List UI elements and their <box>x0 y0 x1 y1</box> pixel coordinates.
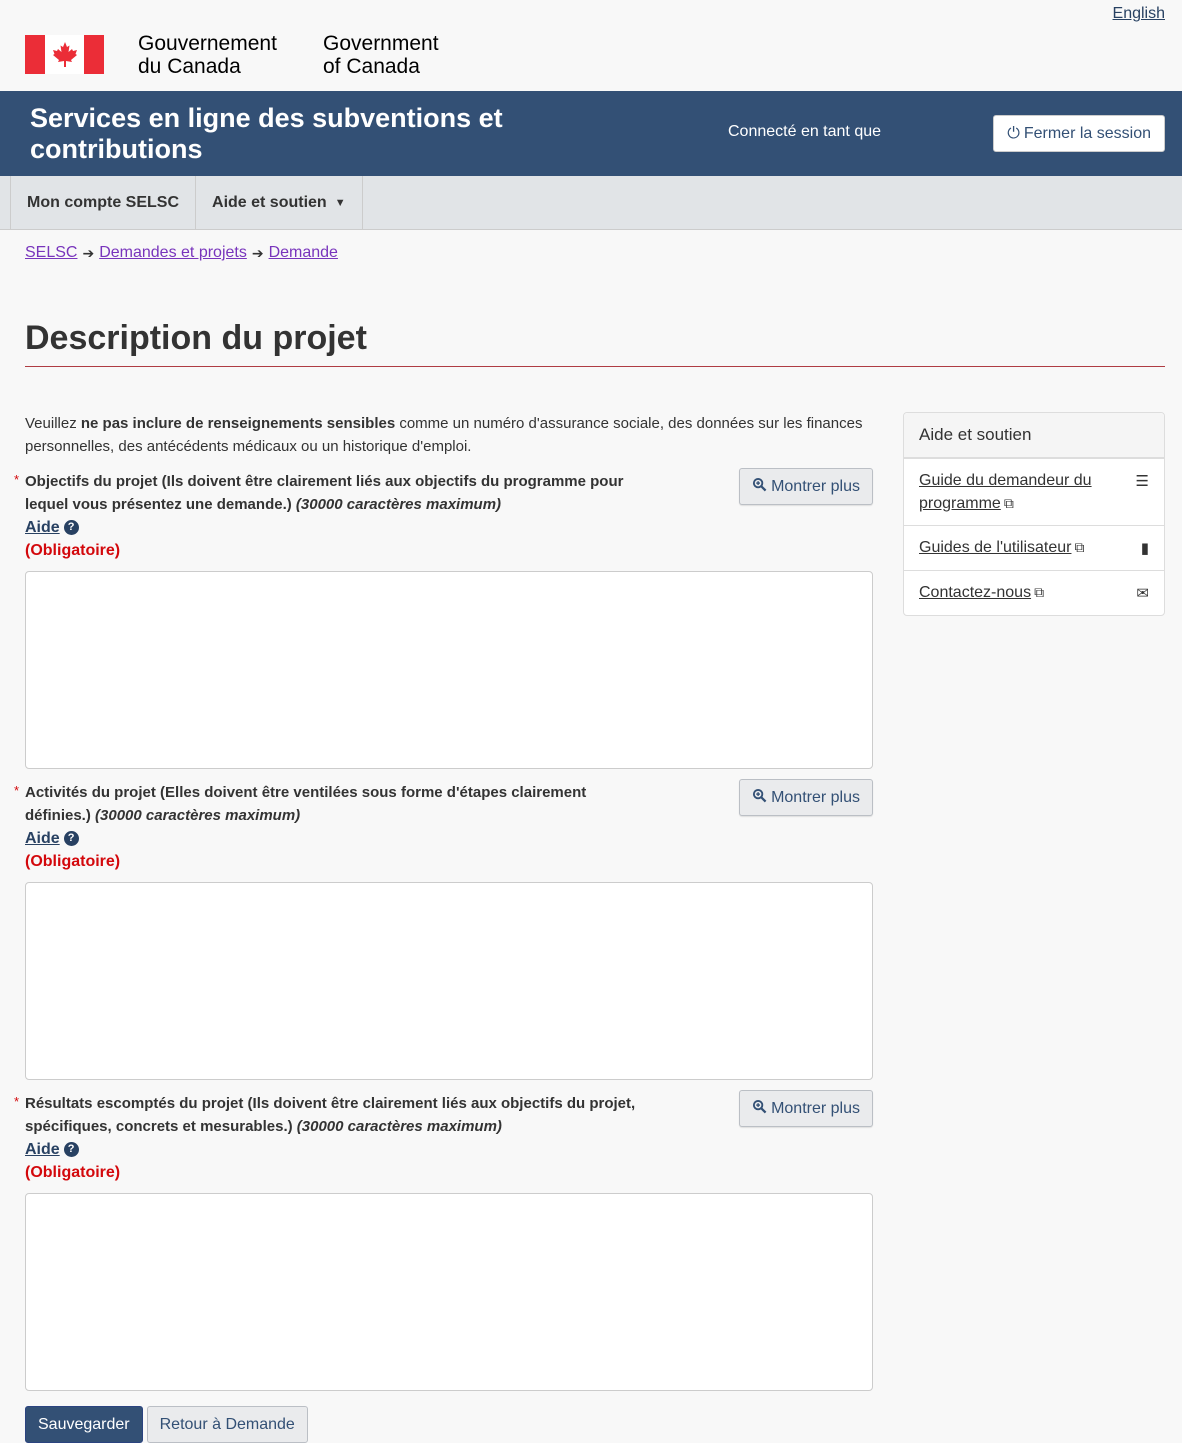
list-icon: ☰ <box>1135 473 1149 490</box>
app-header <box>0 91 1182 176</box>
main-menu <box>0 176 1182 230</box>
field-max-chars: (30000 caractères maximum) <box>295 496 502 513</box>
intro-before: Veuillez <box>25 415 81 432</box>
book-icon: ▮ <box>1140 540 1149 557</box>
user-guides-link[interactable] <box>919 536 1084 559</box>
page-content <box>0 318 1182 1433</box>
envelope-icon: ✉ <box>1136 585 1149 602</box>
logout-label: Fermer la session <box>1023 124 1151 142</box>
maple-leaf-icon <box>50 40 80 70</box>
user-guides-label: Guides de l'utilisateur <box>919 539 1072 556</box>
breadcrumb-link-request[interactable]: Demande <box>268 244 338 261</box>
help-link-label: Aide <box>25 830 60 847</box>
save-button[interactable]: Sauvegarder <box>25 1406 143 1443</box>
power-icon: ⏻ <box>1007 124 1020 142</box>
contact-us-link[interactable] <box>919 581 1044 604</box>
show-more-label: Montrer plus <box>771 477 860 495</box>
menu-item-help[interactable] <box>196 176 363 230</box>
side-panel-heading: Aide et soutien <box>904 413 1164 458</box>
side-item-program-guide[interactable] <box>904 458 1164 525</box>
show-more-label: Montrer plus <box>771 1099 860 1117</box>
external-link-icon: ⧉ <box>1003 495 1014 511</box>
gov-wordmark-en <box>323 32 439 78</box>
connected-as-text: Connecté en tant que <box>728 123 882 140</box>
page-title: Description du projet <box>25 318 1165 367</box>
canada-flag-logo <box>25 35 104 74</box>
zoom-in-icon <box>752 1099 767 1119</box>
program-guide-label: Guide du demandeur du programme <box>919 472 1092 512</box>
field-label-text: Résultats escomptés du projet (Ils doivent être clairement liés aux objectifs du projet, spécifiques, concrets et mesurables.) <box>25 1095 636 1135</box>
wordmark-en-line1: Government <box>323 32 439 55</box>
required-label: (Obligatoire) <box>25 1164 121 1181</box>
gov-wordmark-fr <box>138 32 277 78</box>
breadcrumb-link-requests[interactable]: Demandes et projets <box>99 244 247 261</box>
help-link-label: Aide <box>25 1141 60 1158</box>
question-circle-icon: ? <box>64 1142 79 1157</box>
help-link[interactable] <box>25 827 79 850</box>
required-label: (Obligatoire) <box>25 853 121 870</box>
gov-top-bar <box>0 0 1182 91</box>
contact-us-label: Contactez-nous <box>919 584 1032 601</box>
question-circle-icon: ? <box>64 520 79 535</box>
field-label <box>14 470 645 516</box>
form-actions <box>25 1406 873 1443</box>
menu-help-label: Aide et soutien <box>212 194 327 211</box>
required-asterisk: * <box>14 1094 20 1109</box>
show-more-button[interactable] <box>739 1090 873 1127</box>
zoom-in-icon <box>752 788 767 808</box>
help-link[interactable] <box>25 1138 79 1161</box>
breadcrumb <box>0 230 1182 276</box>
chevron-down-icon: ▼ <box>334 197 346 209</box>
logout-button[interactable] <box>993 115 1165 152</box>
menu-item-account[interactable] <box>10 176 196 230</box>
show-more-label: Montrer plus <box>771 788 860 806</box>
help-support-panel <box>903 412 1165 616</box>
intro-bold: ne pas inclure de renseignements sensibles <box>80 415 396 432</box>
field-max-chars: (30000 caractères maximum) <box>296 1118 502 1135</box>
help-link[interactable] <box>25 516 79 539</box>
field-label <box>14 1092 645 1138</box>
external-link-icon: ⧉ <box>1034 584 1045 600</box>
intro-after: comme un numéro d'assurance sociale, des données sur les finances personnelles, des antécédents médicaux ou un historique d'emploi. <box>25 415 863 455</box>
external-link-icon: ⧉ <box>1074 539 1085 555</box>
field-label <box>14 781 645 827</box>
field-label-text: Objectifs du projet (Ils doivent être clairement liés aux objectifs du programme pour lequel vous présentez une demande.) <box>25 473 624 513</box>
show-more-button[interactable] <box>739 779 873 816</box>
menu-account-label: Mon compte SELSC <box>27 194 180 211</box>
field-objectives <box>14 470 873 769</box>
required-label: (Obligatoire) <box>25 542 121 559</box>
back-to-request-button[interactable]: Retour à Demande <box>147 1406 308 1443</box>
arrow-right-icon: ➔ <box>82 244 95 261</box>
question-circle-icon: ? <box>64 831 79 846</box>
wordmark-fr-line2: du Canada <box>138 55 241 78</box>
intro-text <box>25 412 873 458</box>
arrow-right-icon: ➔ <box>251 244 264 261</box>
wordmark-fr-line1: Gouvernement <box>138 32 277 55</box>
form-column <box>14 412 873 1443</box>
objectives-textarea[interactable] <box>25 571 873 769</box>
side-item-user-guides[interactable] <box>904 525 1164 570</box>
expected-results-textarea[interactable] <box>25 1193 873 1391</box>
activities-textarea[interactable] <box>25 882 873 1080</box>
required-asterisk: * <box>14 783 20 798</box>
help-link-label: Aide <box>25 519 60 536</box>
field-expected-results <box>14 1092 873 1391</box>
required-asterisk: * <box>14 472 20 487</box>
field-label-text: Activités du projet (Elles doivent être ventilées sous forme d'étapes clairement définies.) <box>25 784 587 824</box>
side-item-contact[interactable] <box>904 570 1164 615</box>
show-more-button[interactable] <box>739 468 873 505</box>
field-activities <box>14 781 873 1080</box>
breadcrumb-link-selsc[interactable]: SELSC <box>25 244 78 261</box>
wordmark-en-line2: of Canada <box>323 55 420 78</box>
program-guide-link[interactable] <box>919 469 1136 515</box>
language-toggle-link[interactable]: English <box>1112 5 1165 22</box>
field-max-chars: (30000 caractères maximum) <box>95 807 301 824</box>
app-title[interactable]: Services en ligne des subventions et contributions <box>30 103 503 164</box>
zoom-in-icon <box>752 477 767 497</box>
